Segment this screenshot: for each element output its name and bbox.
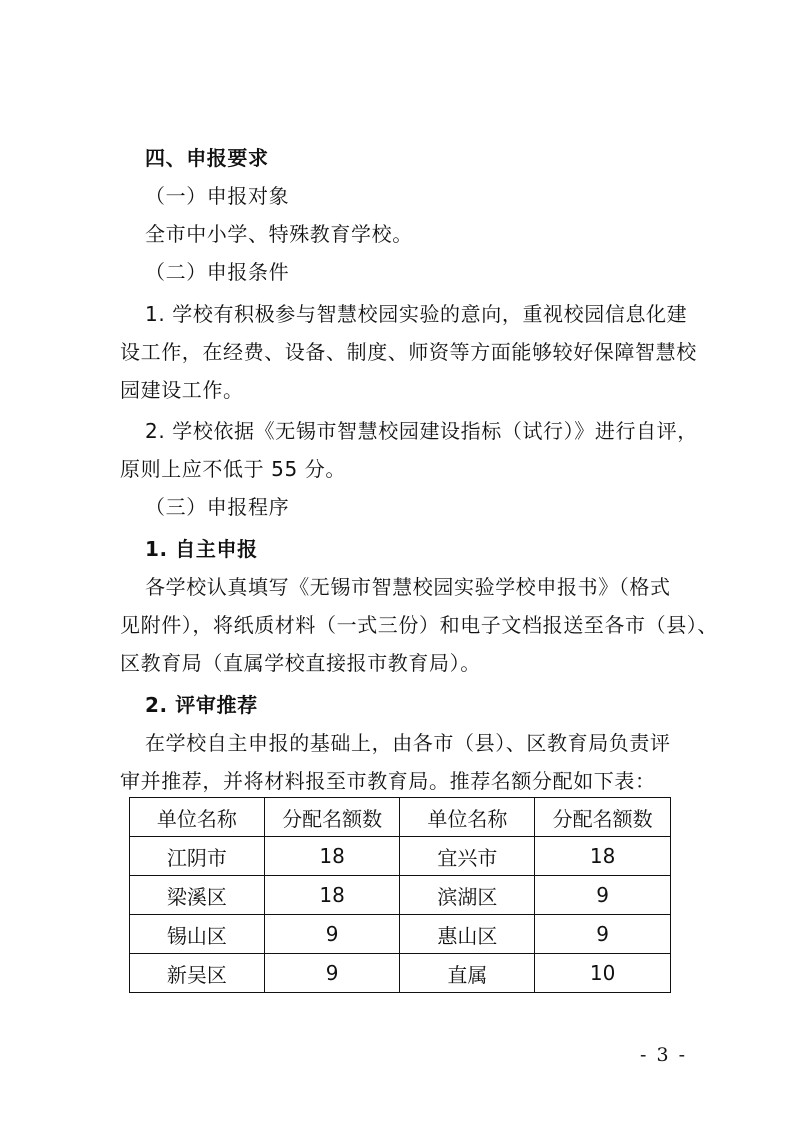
unit-name-cell: 新吴区 (130, 954, 265, 993)
unit-name-cell: 惠山区 (400, 915, 535, 954)
step-2-heading: 2. 评审推荐 (145, 693, 258, 717)
unit-name-cell: 直属 (400, 954, 535, 993)
quota-cell: 9 (264, 954, 400, 993)
header-unit-name: 单位名称 (130, 798, 265, 837)
step-1-line-1: 各学校认真填写《无锡市智慧校园实验学校申报书》（格式 (145, 575, 671, 599)
section-heading: 四、申报要求 (145, 146, 269, 170)
page-number: - 3 - (640, 1044, 688, 1066)
unit-name-cell: 宜兴市 (400, 837, 535, 876)
table-row (130, 837, 671, 876)
step-1-line-2: 见附件），将纸质材料（一式三份）和电子文档报送至各市（县）、 (120, 613, 718, 637)
step-1-line-3: 区教育局（直属学校直接报市教育局）。 (120, 651, 481, 675)
quota-cell: 18 (535, 837, 671, 876)
unit-name-cell: 江阴市 (130, 837, 265, 876)
table-row (130, 876, 671, 915)
subsection-heading-procedure: （三）申报程序 (145, 495, 290, 519)
header-unit-name: 单位名称 (400, 798, 535, 837)
step-2-line-2: 审并推荐，并将材料报至市教育局。推荐名额分配如下表： (120, 769, 656, 793)
target-content: 全市中小学、特殊教育学校。 (145, 222, 413, 246)
quota-cell: 9 (535, 915, 671, 954)
step-1-heading: 1. 自主申报 (145, 537, 258, 561)
quota-cell: 9 (264, 915, 400, 954)
quota-cell: 10 (535, 954, 671, 993)
condition-2-line-1: 2. 学校依据《无锡市智慧校园建设指标（试行）》进行自评， (145, 419, 698, 443)
quota-cell: 9 (535, 876, 671, 915)
table-row (130, 954, 671, 993)
table-row (130, 915, 671, 954)
subsection-heading-conditions: （二）申报条件 (145, 260, 290, 284)
table-header-row (130, 798, 671, 837)
header-quota: 分配名额数 (264, 798, 400, 837)
condition-1-line-3: 园建设工作。 (120, 378, 244, 402)
quota-cell: 18 (264, 876, 400, 915)
condition-1-line-2: 设工作，在经费、设备、制度、师资等方面能够较好保障智慧校 (120, 340, 697, 364)
header-quota: 分配名额数 (535, 798, 671, 837)
condition-2-line-2: 原则上应不低于 55 分。 (120, 457, 346, 481)
unit-name-cell: 滨湖区 (400, 876, 535, 915)
quota-allocation-table (129, 797, 671, 993)
condition-1-line-1: 1. 学校有积极参与智慧校园实验的意向，重视校园信息化建 (145, 302, 688, 326)
step-2-line-1: 在学校自主申报的基础上，由各市（县）、区教育局负责评 (145, 731, 671, 755)
unit-name-cell: 梁溪区 (130, 876, 265, 915)
unit-name-cell: 锡山区 (130, 915, 265, 954)
subsection-heading-target: （一）申报对象 (145, 184, 290, 208)
quota-cell: 18 (264, 837, 400, 876)
